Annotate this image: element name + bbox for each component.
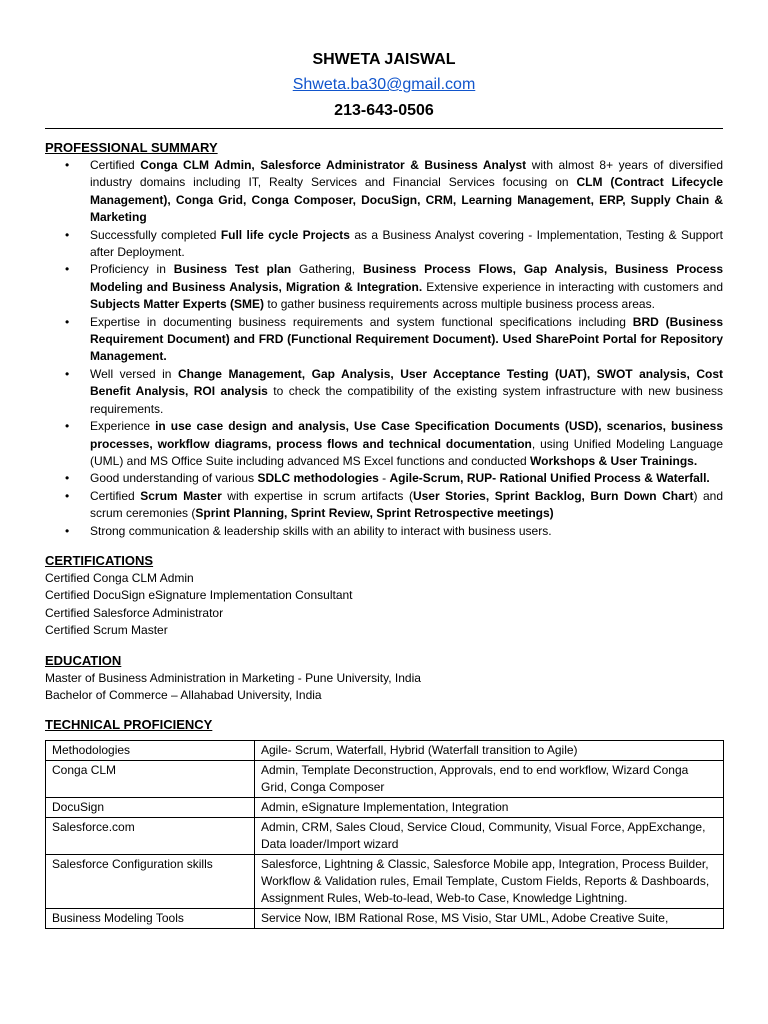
summary-text: Change Management, Gap Analysis, User Acceptance Testing (UAT), SWOT analysis, Cost Benefit Analysis, ROI analysis (90, 366, 723, 399)
certification-item: Certified Salesforce Administrator (45, 605, 224, 620)
skill-details: Agile- Scrum, Waterfall, Hybrid (Waterfall transition to Agile) (255, 741, 724, 761)
summary-bullet (45, 523, 723, 540)
summary-bullet (45, 418, 723, 470)
summary-heading: PROFESSIONAL SUMMARY (45, 140, 218, 155)
summary-text: Business Test plan (173, 262, 292, 277)
table-row (46, 741, 724, 761)
summary-text: CLM (Contract Lifecycle Management), Conga Grid, Conga Composer, DocuSign, CRM, Learning Management, ERP, Supply Chain & Marketing (90, 175, 723, 225)
table-row (46, 909, 724, 929)
certification-item: Certified DocuSign eSignature Implementation Consultant (45, 588, 353, 603)
summary-text: BRD (Business Requirement Document) and FRD (Functional Requirement Document). Used SharePoint Portal for Repository Management. (90, 314, 723, 364)
technical-heading: TECHNICAL PROFICIENCY (45, 717, 213, 733)
summary-text: as a Business Analyst covering - Implementation, Testing & Support after Deployment. (90, 227, 723, 260)
education-heading: EDUCATION (45, 652, 122, 668)
summary-text: Well versed in (90, 366, 178, 381)
skill-category: Methodologies (46, 741, 255, 761)
summary-text: Full life cycle Projects (220, 227, 350, 242)
header-divider (45, 128, 723, 129)
summary-text: SDLC methodologies (257, 471, 379, 486)
summary-bullet (45, 488, 723, 523)
phone-number: 213-643-0506 (334, 102, 434, 119)
summary-bullet (45, 470, 723, 487)
skill-category: Salesforce.com (46, 818, 255, 855)
summary-bullet (45, 157, 723, 227)
skill-details: Admin, eSignature Implementation, Integration (255, 798, 724, 818)
education-list (45, 670, 723, 705)
summary-bullet (45, 261, 723, 313)
table-row (46, 761, 724, 798)
summary-text: - (378, 471, 390, 486)
candidate-name: SHWETA JAISWAL (312, 51, 456, 68)
skill-details: Admin, CRM, Sales Cloud, Service Cloud, Community, Visual Force, AppExchange, Data loader/Import wizard (255, 818, 724, 855)
skill-details: Admin, Template Deconstruction, Approvals, end to end workflow, Wizard Conga Grid, Conga Composer (255, 761, 724, 798)
summary-list (45, 157, 723, 540)
summary-text: Extensive experience in interacting with customers and (422, 279, 723, 294)
summary-text: Expertise in documenting business requirements and system functional specifications including (90, 314, 633, 329)
summary-text: Scrum Master (140, 488, 222, 503)
summary-text: Good understanding of various (90, 471, 258, 486)
table-row (46, 818, 724, 855)
skill-details: Service Now, IBM Rational Rose, MS Visio, Star UML, Adobe Creative Suite, (255, 909, 724, 929)
skill-category: Business Modeling Tools (46, 909, 255, 929)
summary-bullet (45, 227, 723, 262)
summary-text: Successfully completed (90, 227, 221, 242)
summary-text: Sprint Planning, Sprint Review, Sprint Retrospective meetings) (195, 506, 554, 521)
certification-item: Certified Scrum Master (45, 623, 168, 638)
skill-category: Conga CLM (46, 761, 255, 798)
skill-category: Salesforce Configuration skills (46, 855, 255, 909)
skill-details: Salesforce, Lightning & Classic, Salesforce Mobile app, Integration, Process Builder, Workflow & Validation rules, Email Template, Custom Fields, Reports & Dashboards, Assignment Rules, Web-to-lead, Web-to Case, Knowledge Lightning. (255, 855, 724, 909)
summary-text: Conga CLM Admin, Salesforce Administrator & Business Analyst (140, 158, 527, 172)
summary-text: to gather business requirements across multiple business process areas. (264, 297, 655, 312)
email-link[interactable]: Shweta.ba30@gmail.com (292, 76, 476, 93)
summary-text: Certified (90, 488, 141, 503)
certification-item: Certified Conga CLM Admin (45, 570, 194, 585)
table-row (46, 798, 724, 818)
summary-text: Agile-Scrum, RUP- Rational Unified Process & Waterfall. (389, 471, 710, 486)
summary-text: Gathering, (291, 262, 363, 277)
summary-bullet (45, 314, 723, 366)
summary-text: with expertise in scrum artifacts ( (221, 488, 413, 503)
summary-text: User Stories, Sprint Backlog, Burn Down Chart (412, 488, 694, 503)
summary-bullet (45, 366, 723, 418)
summary-text: , using Unified Modeling Language (UML) and MS Office Suite including advanced MS Excel functions and conducted (90, 436, 723, 468)
certifications-list (45, 570, 723, 640)
summary-text: Proficiency in (90, 262, 174, 277)
summary-text: with almost 8+ years of diversified industry domains including IT, Realty Services and Financial Services focusing on (90, 158, 723, 190)
summary-text: Certified (90, 158, 141, 172)
education-item: Bachelor of Commerce – Allahabad University, India (45, 687, 322, 702)
education-item: Master of Business Administration in Marketing - Pune University, India (45, 670, 421, 685)
summary-text: to check the compatibility of the existing system infrastructure with new business requirements. (90, 384, 723, 416)
summary-text: Business Process Flows, Gap Analysis, Business Process Modeling and Business Analysis, Migration & Integration. (90, 262, 724, 294)
resume-header (45, 48, 723, 124)
summary-text: Experience (90, 419, 156, 434)
summary-text: in use case design and analysis, Use Case Specification Documents (USD), scenarios, business processes, workflow diagrams, process flows and technical documentation (90, 419, 724, 451)
summary-text: Workshops & User Trainings. (530, 453, 698, 468)
summary-text: Subjects Matter Experts (SME) (90, 297, 265, 312)
technical-table (45, 740, 724, 929)
skill-category: DocuSign (46, 798, 255, 818)
summary-text: Strong communication & leadership skills with an ability to interact with business users. (90, 523, 552, 538)
summary-text: ) and scrum ceremonies ( (90, 488, 723, 521)
certifications-heading: CERTIFICATIONS (45, 552, 154, 568)
table-row (46, 855, 724, 909)
